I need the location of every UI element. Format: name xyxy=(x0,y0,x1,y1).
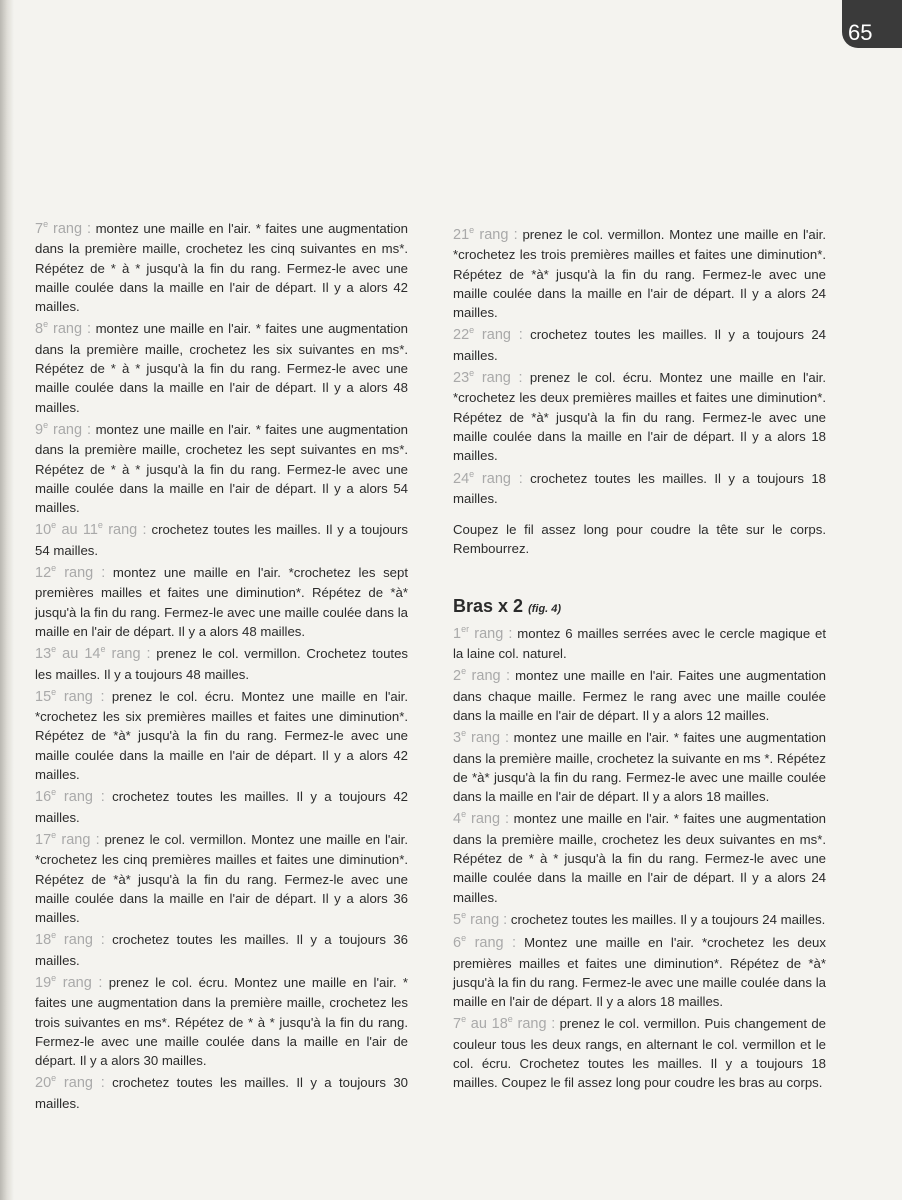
row-number-suffix: e xyxy=(461,933,467,944)
row-number-suffix: e xyxy=(51,930,57,941)
right-rows-before xyxy=(453,225,826,508)
row-word: rang : xyxy=(481,370,523,387)
row-range-word: au xyxy=(62,646,79,663)
row-instruction xyxy=(35,830,408,927)
row-word: rang : xyxy=(53,321,91,338)
row-number-suffix: e xyxy=(51,973,57,984)
row-number: 19 xyxy=(35,974,52,991)
row-label xyxy=(35,1075,105,1091)
row-word: rang : xyxy=(479,227,518,243)
row-text: montez une maille en l'air. Faites une augmentation dans chaque maille. Fermez le rang avec une maille coulée dans la maille en l'air de départ. Il y a alors 12 mailles. xyxy=(453,668,826,723)
row-instruction xyxy=(453,624,826,664)
row-label xyxy=(35,221,91,237)
row-word: rang : xyxy=(474,935,517,952)
row-instruction xyxy=(35,563,408,641)
row-number-end-suffix: e xyxy=(97,520,103,531)
right-rows-after xyxy=(453,624,826,1093)
row-instruction xyxy=(35,973,408,1070)
row-number: 1 xyxy=(453,625,462,642)
row-number: 24 xyxy=(453,470,470,487)
row-number: 2 xyxy=(453,668,462,685)
row-text: prenez le col. écru. Montez une maille en l'air. *crochetez les six premières mailles et faites une diminution*. Répétez de *à* jusqu'à la fin du rang. Fermez-le avec une maille coulée dans la maille en l'air de départ. Il y a alors 42 mailles. xyxy=(35,688,409,783)
row-word: rang : xyxy=(471,811,509,828)
row-number-suffix: e xyxy=(43,219,49,230)
row-label xyxy=(35,789,105,805)
row-word: rang : xyxy=(481,470,523,487)
row-label xyxy=(453,1016,555,1032)
row-word: rang : xyxy=(64,565,106,582)
row-number-suffix: e xyxy=(51,563,57,574)
row-text: montez une maille en l'air. * faites une augmentation dans la première maille, crochetez les deux suivantes en ms*. Répétez de * à * jusqu'à la fin du rang. Fermez-le avec une maille coulée dans la maille en l'air de départ. Il y a alors 24 mailles. xyxy=(453,811,826,905)
row-number: 16 xyxy=(35,789,52,806)
row-word: rang : xyxy=(474,625,513,642)
row-text: prenez le col. vermillon. Crochetez toutes les mailles. Il y a toujours 48 mailles. xyxy=(35,646,408,682)
row-number: 18 xyxy=(35,932,52,949)
row-label xyxy=(453,327,523,343)
row-number: 7 xyxy=(453,1016,462,1033)
row-number-suffix: e xyxy=(51,787,57,798)
row-text: montez une maille en l'air. * faites une augmentation dans la première maille, crochetez les sept suivantes en ms*. Répétez de * à * jusqu'à la fin du rang. Fermez-le avec une maille coulée dans la maille en l'air de départ. Il y a alors 54 mailles. xyxy=(35,421,408,516)
row-word: rang : xyxy=(63,932,105,949)
row-number-end-suffix: e xyxy=(507,1014,513,1025)
row-label xyxy=(453,227,518,243)
row-instruction xyxy=(453,728,826,806)
row-word: rang : xyxy=(53,221,91,237)
row-instruction xyxy=(35,1073,408,1113)
row-word: rang : xyxy=(471,730,509,747)
row-text: montez 6 mailles serrées avec le cercle magique et la laine col. naturel. xyxy=(453,625,826,662)
page-binding-shadow xyxy=(0,0,14,1200)
row-number-suffix: e xyxy=(51,520,57,531)
row-text: crochetez toutes les mailles. Il y a toujours 24 mailles. xyxy=(453,327,826,363)
closing-note: Coupez le fil assez long pour coudre la tête sur le corps. Rembourrez. xyxy=(453,522,826,557)
row-text: montez une maille en l'air. * faites une augmentation dans la première maille, crochetez les cinq suivantes en ms*. Répétez de * à * jusqu'à la fin du rang. Fermez-le avec une maille coulée dans la maille en l'air de départ. Il y a alors 42 mailles. xyxy=(35,221,408,315)
section-heading xyxy=(453,595,826,620)
row-word: rang : xyxy=(63,688,105,705)
row-number: 22 xyxy=(453,327,470,344)
row-word: rang : xyxy=(471,668,511,685)
row-number-suffix: e xyxy=(469,368,475,379)
row-instruction xyxy=(35,420,408,517)
left-column xyxy=(35,219,408,1116)
row-number: 21 xyxy=(453,227,470,243)
row-word: rang : xyxy=(62,974,103,991)
row-text: crochetez toutes les mailles. Il y a toujours 42 mailles. xyxy=(35,789,408,825)
row-label xyxy=(453,730,509,746)
section-fig-ref: (fig. 4) xyxy=(528,602,562,615)
row-instruction xyxy=(453,809,826,906)
row-instruction xyxy=(453,1014,826,1092)
row-text: prenez le col. vermillon. Puis changement de couleur tous les deux rangs, en alternant le col. vermillon et le col. écru. Crochetez toutes les mailles. Il y a toujours 18 mailles. Coupez le fil assez long pour coudre les bras au corps. xyxy=(453,1016,827,1091)
row-instruction xyxy=(35,787,408,827)
row-label xyxy=(35,932,105,948)
row-word: rang : xyxy=(111,646,151,663)
row-instruction xyxy=(35,520,408,560)
row-number: 5 xyxy=(453,911,462,928)
row-instruction xyxy=(453,225,826,322)
row-instruction xyxy=(453,666,826,725)
row-word: rang : xyxy=(63,1075,105,1092)
row-label xyxy=(35,422,91,438)
row-number-suffix: e xyxy=(461,1014,467,1025)
row-number: 23 xyxy=(453,370,470,387)
row-instruction xyxy=(453,325,826,365)
row-label xyxy=(35,689,105,705)
row-instruction xyxy=(35,219,408,316)
row-label xyxy=(453,811,509,827)
row-text: Montez une maille en l'air. *crochetez les deux premières mailles et faites une diminution*. Répétez de *à* jusqu'à la fin du rang. Fermez-le avec une maille coulée dans la maille en l'air de départ. Il y a alors 18 mailles. xyxy=(453,935,826,1010)
row-text: crochetez toutes les mailles. Il y a toujours 30 mailles. xyxy=(35,1075,408,1111)
row-text: prenez le col. vermillon. Montez une maille en l'air. *crochetez les cinq premières mailles et faites une diminution*. Répétez de *à* jusqu'à la fin du rang. Fermez-le avec une maille coulée dans la maille en l'air de départ. Il y a alors 36 mailles. xyxy=(35,831,408,926)
row-label xyxy=(35,832,100,848)
row-label xyxy=(453,468,523,487)
row-number-suffix: e xyxy=(51,644,57,655)
row-instruction xyxy=(35,319,408,416)
row-number-suffix: e xyxy=(461,666,467,677)
row-number-end: 18 xyxy=(491,1016,508,1033)
row-instruction xyxy=(35,644,408,684)
row-number-suffix: e xyxy=(43,319,49,330)
row-number-suffix: e xyxy=(461,809,467,820)
row-number: 10 xyxy=(35,522,52,539)
row-number-end: 14 xyxy=(84,646,101,663)
row-number: 15 xyxy=(35,688,52,705)
row-label xyxy=(453,623,513,642)
row-instruction xyxy=(453,933,826,1011)
row-label xyxy=(35,975,102,991)
row-number-suffix: er xyxy=(461,623,470,634)
row-label xyxy=(35,646,151,662)
row-text: prenez le col. vermillon. Montez une maille en l'air. *crochetez les trois premières mailles et faites une diminution*. Répétez de *à* jusqu'à la fin du rang. Fermez-le avec une maille coulée dans la maille en l'air de départ. Il y a alors 24 mailles. xyxy=(453,227,826,321)
row-word: rang : xyxy=(61,831,100,848)
row-number-suffix: e xyxy=(469,325,475,336)
row-word: rang : xyxy=(53,421,91,438)
row-number-suffix: e xyxy=(461,910,467,921)
row-text: crochetez toutes les mailles. Il y a toujours 18 mailles. xyxy=(453,470,826,506)
row-number-suffix: e xyxy=(43,420,49,431)
row-number: 17 xyxy=(35,831,52,848)
row-text: prenez le col. écru. Montez une maille en l'air. * faites une augmentation dans la première maille, crochetez les trois suivantes en ms*. Répétez de * à * jusqu'à la fin du rang. Fermez-le avec une maille coulée dans la maille en l'air de départ. Il y a alors 30 mailles. xyxy=(35,974,408,1069)
row-number: 3 xyxy=(453,730,462,747)
page-number: 65 xyxy=(848,20,873,45)
row-text: crochetez toutes les mailles. Il y a toujours 36 mailles. xyxy=(35,932,408,968)
row-word: rang : xyxy=(470,911,508,928)
row-number: 12 xyxy=(35,565,52,582)
row-number: 7 xyxy=(35,221,44,237)
row-range-word: au xyxy=(61,522,78,539)
row-label xyxy=(35,522,147,538)
row-number: 9 xyxy=(35,421,44,438)
row-number: 6 xyxy=(453,935,462,952)
row-text: prenez le col. écru. Montez une maille en l'air. *crochetez les deux premières mailles et faites une diminution*. Répétez de *à* jusqu'à la fin du rang. Fermez-le avec une maille coulée dans la maille en l'air de départ. Il y a alors 18 mailles. xyxy=(453,370,827,464)
row-number-suffix: e xyxy=(469,225,475,236)
row-label xyxy=(453,912,507,928)
row-text: crochetez toutes les mailles. Il y a toujours 24 mailles. xyxy=(510,911,826,927)
row-label xyxy=(453,370,523,386)
row-instruction xyxy=(35,930,408,970)
row-number-suffix: e xyxy=(469,468,475,479)
row-label xyxy=(453,668,510,684)
row-number: 4 xyxy=(453,811,462,828)
row-label xyxy=(35,321,91,337)
row-text: montez une maille en l'air. *crochetez les sept premières mailles et faites une diminution*. Répétez de *à* jusqu'à la fin du rang. Fermez-le avec une maille coulée dans la maille en l'air de départ. Il y a alors 48 mailles. xyxy=(35,565,408,639)
row-instruction xyxy=(453,368,826,465)
row-instruction xyxy=(453,469,826,509)
row-word: rang : xyxy=(108,522,147,539)
row-label xyxy=(35,565,105,581)
row-word: rang : xyxy=(63,789,105,806)
row-number-suffix: e xyxy=(51,830,57,841)
row-number-suffix: e xyxy=(51,687,57,697)
row-number: 20 xyxy=(35,1075,52,1092)
row-number: 13 xyxy=(35,646,52,663)
row-instruction xyxy=(453,910,826,930)
row-label xyxy=(453,935,516,951)
row-word: rang : xyxy=(481,327,523,344)
row-text: crochetez toutes les mailles. Il y a toujours 54 mailles. xyxy=(35,522,408,558)
right-column xyxy=(453,225,826,1096)
row-number-end: 11 xyxy=(82,522,98,539)
row-number: 8 xyxy=(35,321,44,338)
row-number-suffix: e xyxy=(51,1073,57,1084)
section-title: Bras x 2 xyxy=(453,595,524,616)
row-number-suffix: e xyxy=(461,728,467,739)
row-word: rang : xyxy=(517,1016,556,1033)
row-text: montez une maille en l'air. * faites une augmentation dans la première maille, crochetez la suivante en ms *. Répétez de *à* jusqu'à la fin du rang. Fermez-le avec une maille coulée dans la maille en l'air de départ. Il y a alors 18 mailles. xyxy=(453,730,826,805)
row-range-word: au xyxy=(470,1016,487,1033)
row-text: montez une maille en l'air. * faites une augmentation dans la première maille, crochetez les six suivantes en ms*. Répétez de * à * jusqu'à la fin du rang. Fermez-le avec une maille coulée dans la maille en l'air de départ. Il y a alors 48 mailles. xyxy=(35,321,408,415)
row-instruction xyxy=(35,687,408,784)
row-number-end-suffix: e xyxy=(100,644,106,655)
